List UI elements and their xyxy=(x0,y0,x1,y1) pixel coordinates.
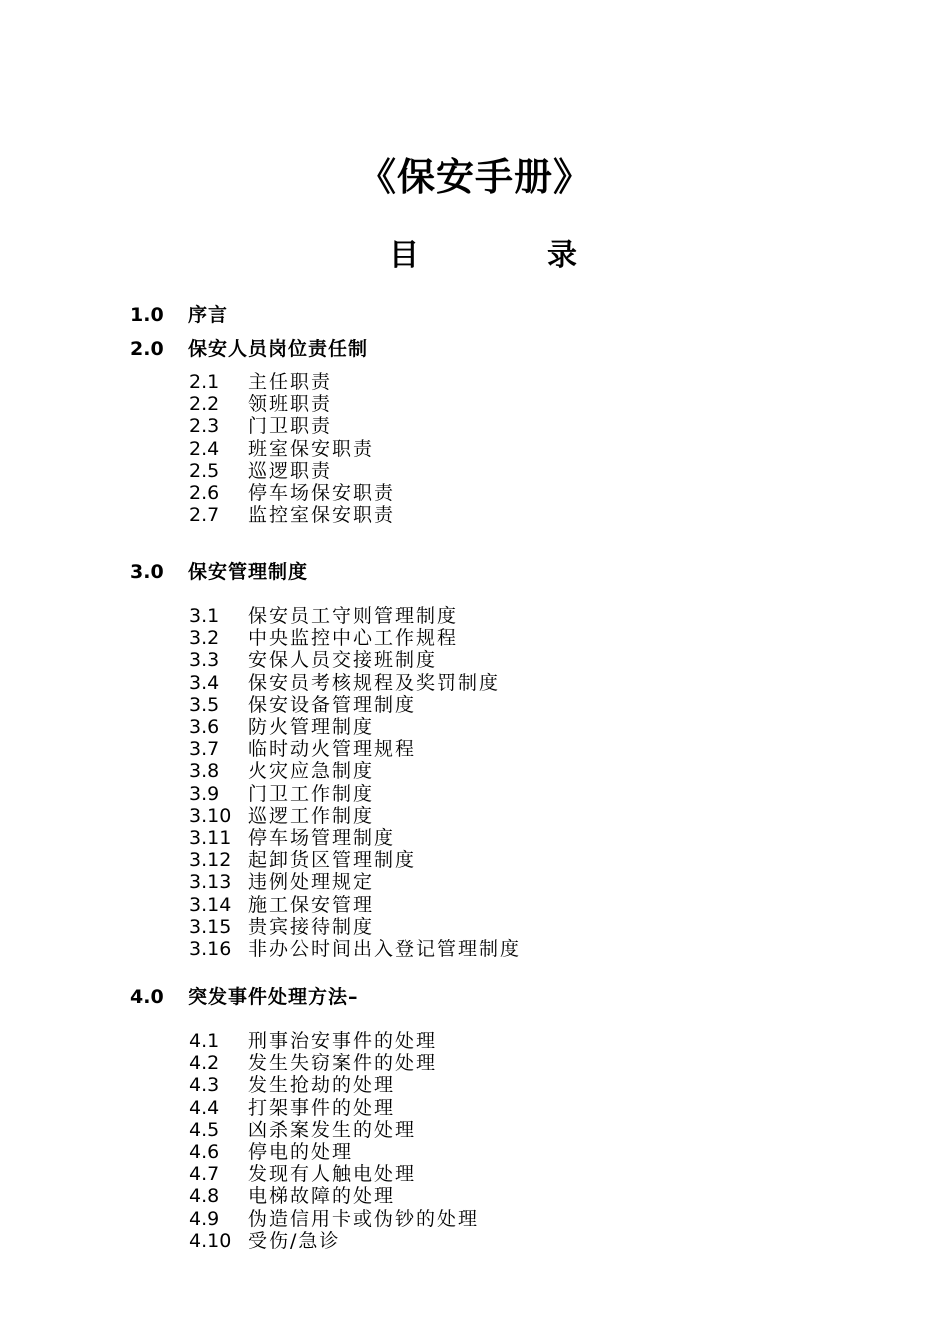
toc-item-title: 安保人员交接班制度 xyxy=(248,649,438,672)
toc-item-number: 4.2 xyxy=(189,1052,220,1075)
toc-section-title: 保安管理制度 xyxy=(188,561,309,583)
toc-item-title: 保安员考核规程及奖罚制度 xyxy=(248,671,501,694)
toc-item-number: 3.10 xyxy=(189,804,232,827)
toc-item-number: 2.7 xyxy=(189,504,220,527)
toc-item-title: 违例处理规定 xyxy=(248,871,375,894)
toc-heading-right: 录 xyxy=(547,238,577,273)
toc-item-title: 起卸货区管理制度 xyxy=(248,849,417,872)
toc-section-number: 1.0 xyxy=(130,304,164,326)
toc-item-number: 3.11 xyxy=(189,827,232,849)
toc-item-number: 3.2 xyxy=(189,627,220,650)
toc-heading-left: 目 xyxy=(389,238,419,273)
toc-item-number: 3.14 xyxy=(189,893,232,916)
toc-section-title: 序言 xyxy=(188,304,229,326)
toc-item-title: 保安设备管理制度 xyxy=(248,693,417,716)
toc-item-title: 火灾应急制度 xyxy=(248,760,375,783)
toc-item-title: 班室保安职责 xyxy=(248,437,375,460)
toc-item-number: 3.5 xyxy=(189,693,220,716)
toc-item-title: 受伤/急诊 xyxy=(248,1229,341,1252)
toc-item-number: 4.7 xyxy=(189,1163,220,1186)
toc-item-title: 门卫职责 xyxy=(248,415,333,438)
toc-item-number: 3.9 xyxy=(189,782,220,805)
toc-item-number: 2.2 xyxy=(189,393,220,416)
toc-item-number: 3.12 xyxy=(189,849,232,872)
toc-item-number: 3.7 xyxy=(189,738,220,761)
toc-item-title: 停车场管理制度 xyxy=(248,827,396,849)
toc-item-title: 领班职责 xyxy=(248,393,333,416)
toc-item-number: 2.6 xyxy=(189,482,220,504)
toc-section-title: 突发事件处理方法– xyxy=(188,986,359,1008)
toc-item-number: 3.6 xyxy=(189,716,220,738)
toc-item-title: 防火管理制度 xyxy=(248,716,375,738)
toc-item-title: 保安员工守则管理制度 xyxy=(248,605,459,627)
toc-item-title: 发生抢劫的处理 xyxy=(248,1074,396,1097)
toc-section-number: 2.0 xyxy=(130,338,164,360)
toc-item-number: 4.10 xyxy=(189,1229,232,1252)
toc-item-number: 2.5 xyxy=(189,459,220,482)
toc-item-number: 3.13 xyxy=(189,871,232,894)
toc-item-title: 停车场保安职责 xyxy=(248,482,396,504)
toc-item-title: 发现有人触电处理 xyxy=(248,1163,417,1186)
toc-item-number: 3.3 xyxy=(189,649,220,672)
toc-item-number: 2.3 xyxy=(189,415,220,438)
toc-item-number: 2.1 xyxy=(189,371,220,393)
toc-item-number: 4.5 xyxy=(189,1118,220,1141)
toc-item-title: 巡逻工作制度 xyxy=(248,804,375,827)
toc-item-title: 巡逻职责 xyxy=(248,459,333,482)
toc-item-title: 监控室保安职责 xyxy=(248,504,396,527)
toc-item-number: 4.6 xyxy=(189,1141,220,1163)
toc-item-title: 非办公时间出入登记管理制度 xyxy=(248,938,522,960)
toc-item-title: 贵宾接待制度 xyxy=(248,915,375,938)
toc-section-number: 3.0 xyxy=(130,561,164,583)
toc-item-title: 施工保安管理 xyxy=(248,893,375,916)
toc-item-number: 3.15 xyxy=(189,915,232,938)
toc-item-title: 伪造信用卡或伪钞的处理 xyxy=(248,1207,480,1230)
toc-item-number: 3.1 xyxy=(189,605,220,627)
toc-item-title: 临时动火管理规程 xyxy=(248,738,417,761)
toc-item-title: 发生失窃案件的处理 xyxy=(248,1052,438,1075)
toc-item-number: 2.4 xyxy=(189,437,220,460)
toc-section-title: 保安人员岗位责任制 xyxy=(188,338,369,360)
toc-item-title: 刑事治安事件的处理 xyxy=(248,1030,438,1052)
toc-section-number: 4.0 xyxy=(130,986,164,1008)
toc-item-title: 打架事件的处理 xyxy=(248,1096,396,1119)
toc-item-number: 4.1 xyxy=(189,1030,220,1052)
toc-item-title: 凶杀案发生的处理 xyxy=(248,1118,417,1141)
toc-item-number: 4.3 xyxy=(189,1074,220,1097)
document-title: 《保安手册》 xyxy=(357,154,592,199)
toc-item-number: 4.8 xyxy=(189,1185,220,1208)
toc-item-number: 4.4 xyxy=(189,1096,220,1119)
toc-item-number: 3.8 xyxy=(189,760,220,783)
toc-item-number: 3.16 xyxy=(189,938,232,960)
toc-item-title: 中央监控中心工作规程 xyxy=(248,627,459,650)
toc-item-number: 4.9 xyxy=(189,1207,220,1230)
toc-item-title: 电梯故障的处理 xyxy=(248,1185,396,1208)
toc-item-number: 3.4 xyxy=(189,671,220,694)
toc-item-title: 停电的处理 xyxy=(248,1141,354,1163)
toc-item-title: 门卫工作制度 xyxy=(248,782,375,805)
toc-item-title: 主任职责 xyxy=(248,371,333,393)
